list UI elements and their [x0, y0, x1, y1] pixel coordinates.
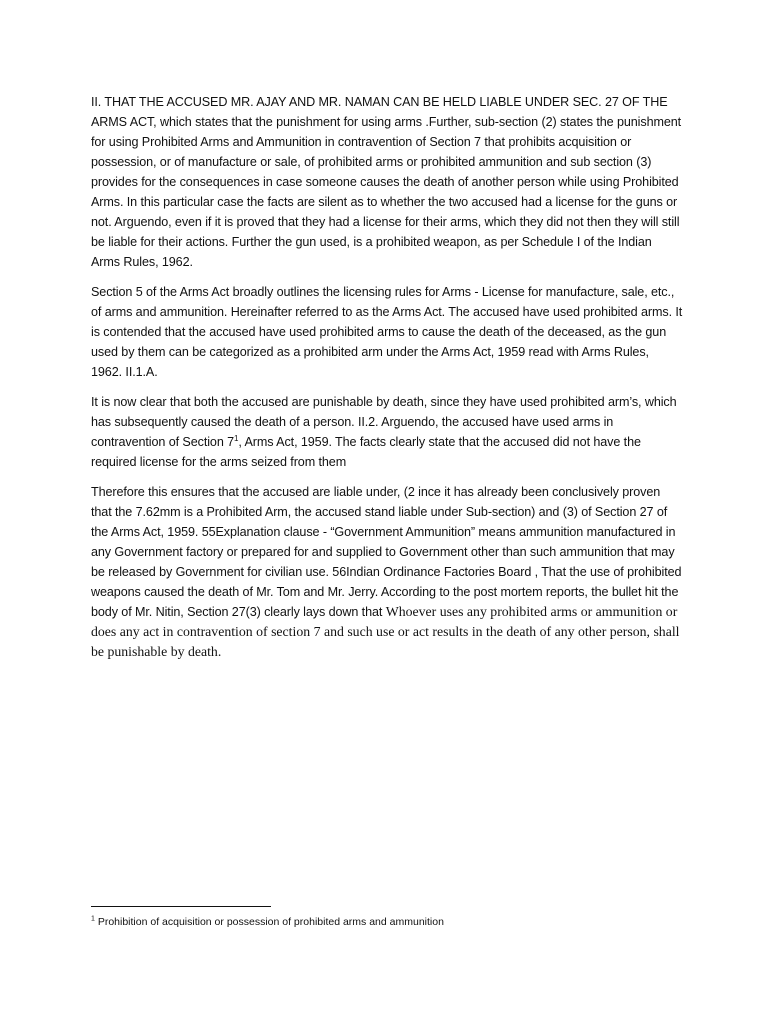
quoted-statute-text: Whoever uses any prohibited arms or ammunition or does any act in contravention of section 7 and such use or act results in the death of any other person, shall be punishable by death. — [91, 604, 680, 659]
document-body — [91, 92, 683, 672]
footnote-text: Prohibition of acquisition or possession of prohibited arms and ammunition — [94, 916, 444, 928]
footnote — [91, 914, 691, 930]
paragraph-liable-under-section-27 — [91, 482, 683, 662]
paragraph-punishable-by-death — [91, 392, 683, 472]
paragraph-arms-act-liability: II. THAT THE ACCUSED MR. AJAY AND MR. NAMAN CAN BE HELD LIABLE UNDER SEC. 27 OF THE ARMS ACT, which states that the punishment for using arms .Further, sub-section (2) states the punishment for using Prohibited Arms and Ammunition in contravention of Section 7 that prohibits acquisition or possession, or of manufacture or sale, of prohibited arms or prohibited ammunition and sub section (3) provides for the consequences in case someone causes the death of another person while using Prohibited Arms. In this particular case the facts are silent as to whether the two accused had a license for the guns or not. Arguendo, even if it is proved that they had a license for their arms, which they did not then they will still be liable for their actions. Further the gun used, is a prohibited weapon, as per Schedule I of the Indian Arms Rules, 1962. — [91, 95, 682, 269]
paragraph-text: , Arms Act, 1959. The facts clearly state that the accused did not have the required license for the arms seized from them — [91, 435, 641, 469]
paragraph-licensing-rules: Section 5 of the Arms Act broadly outlines the licensing rules for Arms - License for manufacture, sale, etc., of arms and ammunition. Hereinafter referred to as the Arms Act. The accused have used prohibited arms. It is contended that the accused have used prohibited arms to cause the death of the deceased, as the gun used by them can be categorized as a prohibited arm under the Arms Act, 1959 read with Arms Rules, 1962. II.1.A. — [91, 285, 683, 379]
footnote-separator — [91, 906, 271, 907]
footnote-number: 1 — [91, 915, 95, 923]
paragraph-text: Therefore this ensures that the accused are liable under, (2 ince it has already been conclusively proven that the 7.62mm is a Prohibited Arm, the accused stand liable under Sub-section) and (3) of Section 27 of the Arms Act, 1959. 55Explanation clause - “Government Ammunition” means ammunition manufactured in any Government factory or prepared for and supplied to Government other than such ammunition that may be released by Government for civilian use. 56Indian Ordinance Factories Board , That the use of prohibited weapons caused the death of Mr. Tom and Mr. Jerry. According to the post mortem reports, the bullet hit the body of Mr. Nitin, Section 27(3) clearly lays down that — [91, 485, 682, 619]
footnote-reference[interactable]: 1 — [234, 433, 239, 443]
paragraph-text: It is now clear that both the accused are punishable by death, since they have used prohibited arm’s, which has subsequently caused the death of a person. II.2. Arguendo, the accused have used arms in contravention of Section 7 — [91, 395, 677, 449]
